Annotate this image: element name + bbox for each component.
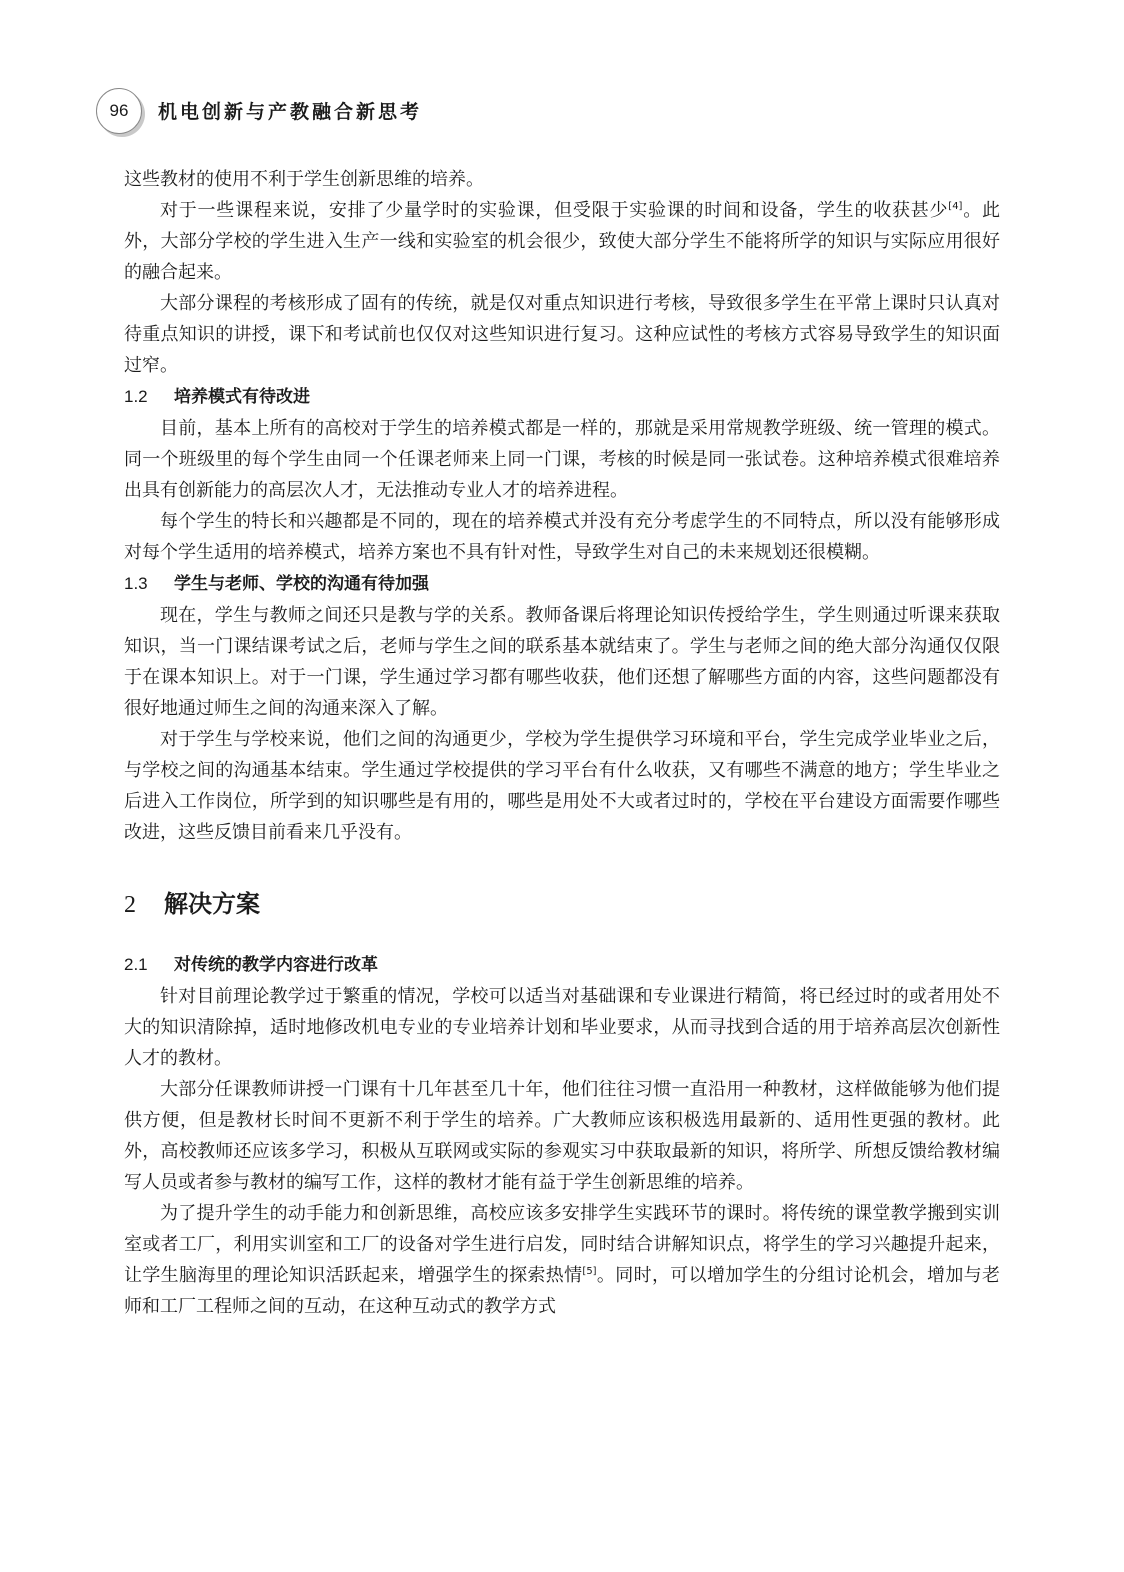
paragraph: 每个学生的特长和兴趣都是不同的，现在的培养模式并没有充分考虑学生的不同特点，所以没有能够形成对每个学生适用的培养模式，培养方案也不具有针对性，导致学生对自己的未来规划还很模糊。 xyxy=(124,511,1000,563)
subsection-heading-2-1 xyxy=(124,949,1000,981)
paragraph-text: 。同时，可以增加学生的分组讨论机会，增加与老师和工厂工程师之间的互动，在这种互动式的教学方式 xyxy=(124,1265,1001,1317)
section-heading-2 xyxy=(124,886,1000,923)
citation-ref: [4] xyxy=(948,201,963,212)
heading-text: 对传统的教学内容进行改革 xyxy=(174,955,378,975)
paragraph: 大部分任课教师讲授一门课有十几年甚至几十年，他们往往习惯一直沿用一种教材，这样做能够为他们提供方便，但是教材长时间不更新不利于学生的培养。广大教师应该积极选用最新的、适用性更强的教材。此外，高校教师还应该多学习，积极从互联网或实际的参观实习中获取最新的知识，将所学、所想反馈给教材编写人员或者参与教材的编写工作，这样的教材才能有益于学生创新思维的培养。 xyxy=(124,1079,1000,1193)
page-number: 96 xyxy=(109,101,129,120)
paragraph: 大部分课程的考核形成了固有的传统，就是仅对重点知识进行考核，导致很多学生在平常上课时只认真对待重点知识的讲授，课下和考试前也仅仅对这些知识进行复习。这种应试性的考核方式容易导致学生的知识面过窄。 xyxy=(124,293,1000,376)
paragraph: 目前，基本上所有的高校对于学生的培养模式都是一样的，那就是采用常规教学班级、统一管理的模式。同一个班级里的每个学生由同一个任课老师来上同一门课，考核的时候是同一张试卷。这种培养模式很难培养出具有创新能力的高层次人才，无法推动专业人才的培养进程。 xyxy=(124,418,1000,501)
book-title: 机电创新与产教融合新思考 xyxy=(158,101,423,123)
paragraph: 现在，学生与教师之间还只是教与学的关系。教师备课后将理论知识传授给学生，学生则通过听课来获取知识，当一门课结课考试之后，老师与学生之间的联系基本就结束了。学生与老师之间的绝大部分沟通仅仅限于在课本知识上。对于一门课，学生通过学习都有哪些收获，他们还想了解哪些方面的内容，这些问题都没有很好地通过师生之间的沟通来深入了解。 xyxy=(124,605,1000,719)
subsection-heading-1-2 xyxy=(124,381,1000,413)
subsection-heading-1-3 xyxy=(124,568,1000,600)
heading-number: 1.3 xyxy=(124,574,148,593)
page-number-badge xyxy=(96,88,142,134)
paragraph-text: 对于一些课程来说，安排了少量学时的实验课，但受限于实验课的时间和设备，学生的收获甚少 xyxy=(160,200,949,221)
paragraph xyxy=(124,195,1000,288)
heading-number: 2.1 xyxy=(124,955,148,974)
paragraph-text: 。此外，大部分学校的学生进入生产一线和实验室的机会很少，致使大部分学生不能将所学的知识与实际应用很好的融合起来。 xyxy=(124,200,1001,283)
paragraph-text: 为了提升学生的动手能力和创新思维，高校应该多安排学生实践环节的课时。将传统的课堂教学搬到实训室或者工厂，利用实训室和工厂的设备对学生进行启发，同时结合讲解知识点，将学生的学习兴趣提升起来，让学生脑海里的理论知识活跃起来，增强学生的探索热情 xyxy=(124,1203,1000,1286)
heading-text: 学生与老师、学校的沟通有待加强 xyxy=(174,574,429,594)
citation-ref: [5] xyxy=(582,1266,597,1277)
paragraph xyxy=(124,1198,1000,1322)
paragraph: 针对目前理论教学过于繁重的情况，学校可以适当对基础课和专业课进行精简，将已经过时的或者用处不大的知识清除掉，适时地修改机电专业的专业培养计划和毕业要求，从而寻找到合适的用于培养高层次创新性人才的教材。 xyxy=(124,986,1000,1069)
heading-text: 培养模式有待改进 xyxy=(174,387,310,407)
paragraph: 对于学生与学校来说，他们之间的沟通更少，学校为学生提供学习环境和平台，学生完成学业毕业之后，与学校之间的沟通基本结束。学生通过学校提供的学习平台有什么收获，又有哪些不满意的地方；学生毕业之后进入工作岗位，所学到的知识哪些是有用的，哪些是用处不大或者过时的，学校在平台建设方面需要作哪些改进，这些反馈目前看来几乎没有。 xyxy=(124,729,1000,843)
paragraph: 这些教材的使用不利于学生创新思维的培养。 xyxy=(124,169,484,190)
heading-text: 解决方案 xyxy=(164,890,260,918)
heading-number: 1.2 xyxy=(124,387,148,406)
page-header xyxy=(96,88,1036,136)
heading-number: 2 xyxy=(124,892,136,918)
page-body xyxy=(124,164,1000,1322)
